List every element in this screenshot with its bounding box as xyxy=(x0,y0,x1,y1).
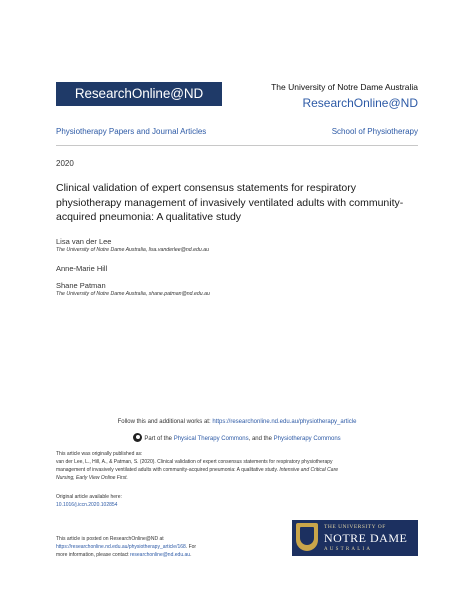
available-label: Original article available here: xyxy=(56,494,122,500)
publication-info xyxy=(56,450,420,482)
citation-text: management of invasively ventilated adults with community-acquired pneumonia: A qualitative study. xyxy=(56,467,280,473)
journal-name: Intensive and Critical Care xyxy=(279,467,339,473)
citation-line: van der Lee, L., Hill, A., & Patman, S. (2020). Clinical validation of expert consensus statements for respiratory physiotherapy xyxy=(56,459,333,465)
logo-line: THE UNIVERSITY OF xyxy=(324,524,386,530)
title-line: physiotherapy management of invasively ventilated adults with community- xyxy=(56,196,404,209)
author-affiliation: The University of Notre Dame Australia, lisa.vanderlee@nd.edu.au xyxy=(56,247,209,253)
paper-title xyxy=(56,181,420,225)
citation-line xyxy=(56,474,420,482)
publication-intro: This article was originally published as: xyxy=(56,451,143,457)
original-article xyxy=(56,493,420,509)
part-of-middle: , and the xyxy=(248,436,274,442)
physical-therapy-commons-link[interactable]: Physical Therapy Commons xyxy=(173,436,249,442)
physiotherapy-commons-link[interactable]: Physiotherapy Commons xyxy=(273,436,341,442)
divider xyxy=(56,145,418,146)
author-name: Lisa van der Lee xyxy=(56,237,112,246)
footer-text: more information, please contact xyxy=(56,552,130,558)
publication-year: 2020 xyxy=(56,159,74,168)
footer-line xyxy=(56,543,276,551)
follow-link[interactable]: https://researchonline.nd.edu.au/physiotherapy_article xyxy=(212,419,357,425)
researchonline-logo[interactable]: ResearchOnline@ND xyxy=(56,82,222,106)
author-affiliation: The University of Notre Dame Australia, shane.patman@nd.edu.au xyxy=(56,291,210,297)
logo-line: NOTRE DAME xyxy=(324,531,408,545)
part-of-line xyxy=(0,433,474,442)
title-line: Clinical validation of expert consensus statements for respiratory xyxy=(56,182,356,194)
notre-dame-logo xyxy=(292,520,418,556)
footer-line: This article is posted on ResearchOnline@ND at xyxy=(56,536,164,542)
footer-text: . For xyxy=(185,544,197,550)
article-url-link[interactable]: https://researchonline.nd.edu.au/physiotherapy_article/168 xyxy=(56,544,186,550)
footer-line xyxy=(56,551,276,559)
researchonline-link[interactable]: ResearchOnline@ND xyxy=(302,96,418,110)
part-of-prefix: Part of the xyxy=(144,436,174,442)
doi-link[interactable]: 10.1016/j.iccn.2020.102854 xyxy=(56,502,118,508)
footer-info xyxy=(56,535,276,559)
school-link[interactable]: School of Physiotherapy xyxy=(331,127,418,136)
author-name: Anne-Marie Hill xyxy=(56,264,108,273)
university-name: The University of Notre Dame Australia xyxy=(271,82,418,92)
crest-icon xyxy=(296,523,318,551)
title-line: acquired pneumonia: A qualitative study xyxy=(56,211,242,223)
logo-line: AUSTRALIA xyxy=(324,547,373,552)
citation-line xyxy=(56,466,420,474)
journal-name: Nursing, Early View Online First. xyxy=(56,475,128,481)
contact-email-link[interactable]: researchonline@nd.edu.au xyxy=(129,552,191,558)
footer-text: . xyxy=(190,552,192,558)
commons-network-icon xyxy=(133,433,142,442)
collection-link[interactable]: Physiotherapy Papers and Journal Articles xyxy=(56,127,207,136)
follow-prefix: Follow this and additional works at: xyxy=(117,419,213,425)
author-name: Shane Patman xyxy=(56,281,106,290)
follow-line xyxy=(0,419,474,425)
